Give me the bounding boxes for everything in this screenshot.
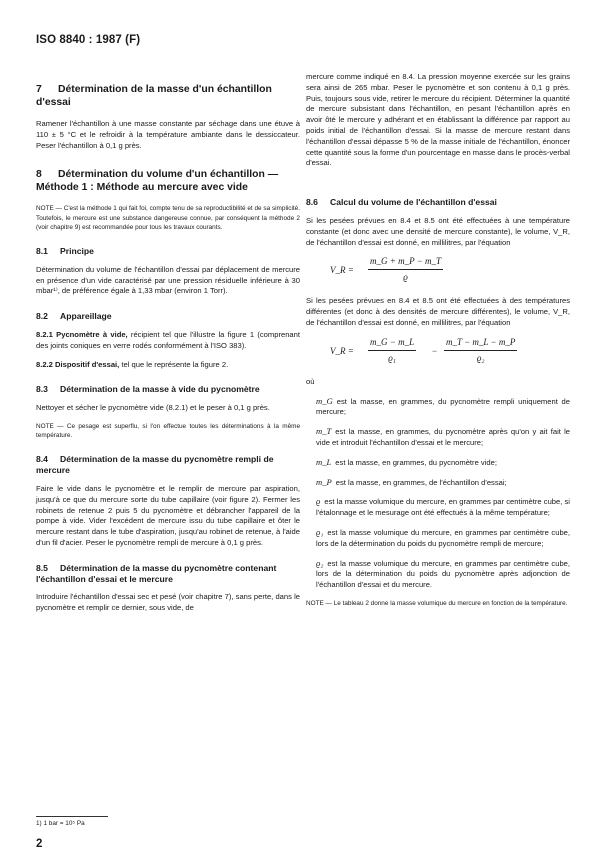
section-8-5-text: Introduire l'échantillon d'essai sec et pesé (voir chapitre 7), sans perte, dans le pycnomètre et remplir ce dernier, sous vide, de: [36, 592, 300, 613]
page-number: 2: [36, 838, 43, 850]
definition-text: est la masse, en grammes, de l'échantillon d'essai;: [335, 477, 507, 487]
definition-symbol: ϱ₂: [316, 557, 324, 568]
section-8-3-heading: [36, 384, 300, 395]
section-number: 8: [36, 169, 42, 181]
definition-text: est la masse, en grammes, du pycnomètre après qu'on y ait fait le vide et introduit l'échantillon d'essai et le mercure;: [316, 427, 570, 447]
section-number: 8.1: [36, 246, 48, 256]
section-8-3-text: Nettoyer et sécher le pycnomètre vide (8.2.1) et le peser à 0,1 g près.: [36, 403, 270, 413]
definition-item: [306, 457, 570, 469]
section-title: Principe: [60, 246, 94, 256]
footnote-rule: [36, 816, 108, 817]
definition-item: [306, 496, 570, 519]
definition-symbol: m_P: [316, 476, 332, 487]
definition-text: est la masse volumique du mercure, en grammes par centimètre cube, lors de la détermination du poids du pycnomètre après adjonction de l'échantillon d'essai et du mercure.: [316, 558, 570, 590]
section-title: Détermination de la masse du pycnomètre contenant l'échantillon d'essai et le mercure: [36, 562, 277, 584]
equation-denominator: ϱ₁: [388, 352, 396, 363]
section-8-4-text: Faire le vide dans le pycnomètre et le remplir de mercure par aspiration, jusqu'à ce que du mercure sorte du tube capillaire (voir figure 2). Fermer les robinets de retenue 2 puis 5 du pycnomètre et débrancher l'appareil de la pompe à vide. Vider l'excédent de mercure issu du tube capillaire et ôter le mercure restant dans le tube d'aspiration, jusqu'au robinet de retenue, à l'aide d'un fil d'acier. Peser le pycnomètre rempli de mercure à 0,1 g près.: [36, 483, 300, 547]
final-note: NOTE — Le tableau 2 donne la masse volumique du mercure en fonction de la température.: [306, 599, 568, 607]
section-8-5-heading: [36, 563, 300, 585]
equation-lhs: V_R =: [330, 345, 354, 356]
equation-numerator: m_G + m_P − m_T: [368, 256, 443, 270]
definition-item: [306, 396, 570, 419]
section-title: Appareillage: [60, 311, 112, 322]
definition-item: [306, 527, 570, 550]
footnote: 1) 1 bar = 10⁵ Pa: [36, 820, 85, 827]
section-title: Calcul du volume de l'échantillon d'essai: [330, 197, 497, 208]
section-7-heading: [36, 84, 300, 109]
where-label: où: [306, 376, 315, 386]
section-8-2-2-text: [36, 360, 300, 371]
section-8-3-note: NOTE — Ce pesage est superflu, si l'on effectue toutes les déterminations à la même température.: [36, 422, 300, 440]
section-number: 8.5: [36, 562, 48, 573]
equation-1: [306, 256, 570, 286]
definition-text: est la masse, en grammes, du pycnomètre vide;: [335, 457, 497, 467]
equation-fraction: [368, 256, 443, 283]
section-8-note: NOTE — C'est la méthode 1 qui fait foi, compte tenu de sa reproductibilité et de sa simplicité. Toutefois, le mercure est une substance dangereuse connue, par conséquent la méthode 2 (voir chapitre 9) est recommandée pour tous les travaux courants.: [36, 205, 300, 231]
section-number: 7: [36, 84, 42, 95]
subsection-body: récipient tel que l'illustre la figure 1 (comprenant des joints coniques en verre rodés conformément à l'ISO 383).: [36, 329, 300, 350]
equation-2: [306, 337, 570, 367]
section-8-2-heading: [36, 311, 300, 322]
section-8-2-1-text: [36, 330, 300, 352]
section-title: Détermination de la masse à vide du pycnomètre: [60, 384, 260, 395]
document-header: ISO 8840 : 1987 (F): [36, 34, 141, 46]
definition-symbol: m_L: [316, 456, 332, 467]
section-number: 8.3: [36, 384, 48, 395]
section-8-6-text-1: Si les pesées prévues en 8.4 et 8.5 ont été effectuées à une température constante (et donc avec une densité de mercure constante), le volume, V_R, de l'échantillon d'essai est donné, en millilitres, par l'équation: [306, 215, 570, 247]
definition-item: [306, 477, 570, 489]
definition-item: [306, 426, 570, 449]
equation-fraction-1: [368, 337, 416, 364]
left-column: [36, 84, 300, 622]
definition-item: [306, 558, 570, 591]
subsection-lead: 8.2.2 Dispositif d'essai,: [36, 359, 120, 369]
definition-text: est la masse, en grammes, du pycnomètre rempli uniquement de mercure;: [316, 396, 570, 417]
definition-symbol: ϱ₁: [316, 526, 324, 537]
section-title: Détermination de la masse du pycnomètre rempli de mercure: [36, 454, 274, 476]
section-title: Détermination du volume d'un échantillon — Méthode 1 : Méthode au mercure avec vide: [36, 169, 279, 193]
definition-symbol: m_T: [316, 426, 332, 437]
section-7-text: Ramener l'échantillon à une masse constante par séchage dans une étuve à 110 ± 5 °C et le refroidir à la température ambiante dans le dessiccateur. Peser l'échantillon à 0,1 g près.: [36, 119, 300, 150]
section-8-6-heading: [306, 197, 570, 208]
subsection-body: tel que le représente la figure 2.: [119, 359, 229, 369]
equation-fraction-2: [444, 337, 517, 364]
section-8-4-heading: [36, 454, 300, 476]
section-8-1-heading: [36, 246, 300, 257]
definition-text: est la masse volumique du mercure, en grammes par centimètre cube, si l'étalonnage et le mesurage ont été effectués à la même température;: [316, 497, 570, 518]
equation-denominator: ϱ: [403, 272, 408, 283]
equation-denominator: ϱ₂: [476, 352, 485, 363]
right-column: [306, 72, 570, 616]
equation-numerator: m_T − m_L − m_P: [444, 337, 517, 351]
section-8-1-text: Détermination du volume de l'échantillon d'essai par déplacement de mercure en présence d'un vide caractérisé par une pression résiduelle inférieure à 30 mbar¹⁾, de préférence égale à 1,33 mbar (environ 1 Torr).: [36, 264, 300, 296]
section-8-6-text-2: Si les pesées prévues en 8.4 et 8.5 ont été effectuées à des températures différentes (et donc à des densités de mercure différentes), le volume, V_R, de l'échantillon d'essai est donné, en millilitres, par l'équation: [306, 296, 570, 327]
section-8-heading: [36, 169, 300, 194]
section-title: Détermination de la masse d'un échantillon d'essai: [36, 84, 272, 108]
equation-numerator: m_G − m_L: [368, 337, 416, 351]
section-number: 8.6: [306, 197, 318, 208]
section-8-5-continued: mercure comme indiqué en 8.4. La pression moyenne exercée sur les grains sera ainsi de 265 mbar. Peser le pycnomètre et son contenu à 0,1 g près. Puis, toujours sous vide, retirer le mercure du récipient. Déterminer la quantité de mercure subsistant dans l'échantillon, en pesant l'échantillon après en avoir ôté le mercure y adhérant et en établissant la différence par rapport au poids initial de l'échantillon d'essai. Si la masse de mercure restant dans l'échantillon d'essai dépasse 5 % de la masse initiale de l'échantillon, énoncer cette quantité sous la forme d'un pourcentage en masse dans le procès-verbal d'essai.: [306, 72, 570, 168]
section-number: 8.2: [36, 311, 48, 322]
definition-symbol: ϱ: [316, 496, 321, 507]
equation-minus: −: [432, 345, 438, 356]
definition-symbol: m_G: [316, 395, 333, 406]
section-number: 8.4: [36, 454, 48, 465]
definition-text: est la masse volumique du mercure, en grammes par centimètre cube, lors de la détermination du poids du pycnomètre rempli de mercure;: [316, 527, 570, 548]
subsection-lead: 8.2.1 Pycnomètre à vide,: [36, 329, 128, 339]
equation-lhs: V_R =: [330, 265, 354, 276]
